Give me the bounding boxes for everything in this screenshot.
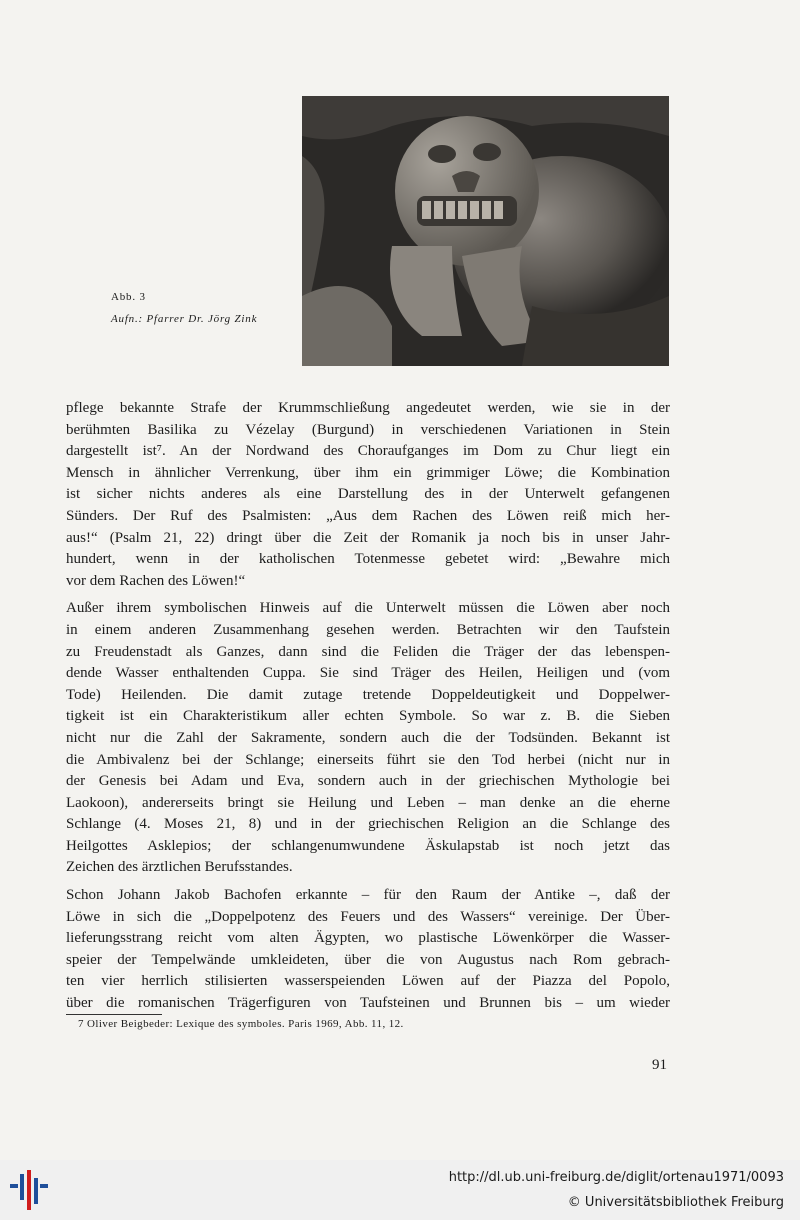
text-line: aus!“ (Psalm 21, 22) dringt über die Zeit der Romanik ja noch bis in unser Jahr- [66, 529, 670, 546]
text-line: Sünders. Der Ruf des Psalmisten: „Aus dem Rachen des Löwen reiß mich her- [66, 507, 670, 524]
source-url-link[interactable]: http://dl.ub.uni-freiburg.de/diglit/ortenau1971/0093 [448, 1170, 784, 1185]
text-line: tigkeit ist ein Charakteristikum aller echten Symbole. So war z. B. die Sieben [66, 708, 670, 725]
text-line: lieferungsstrang reicht vom alten Ägypten, wo plastische Löwenkörper die Wasser- [66, 930, 670, 947]
paragraph [66, 398, 670, 592]
text-line: Mensch in ähnlicher Verrenkung, über ihm ein grimmiger Löwe; die Kombination [66, 464, 670, 481]
text-line: Laokoon), andererseits bringt sie Heilung und Leben – man denke an die eherne [66, 794, 670, 811]
text-line: in einem anderen Zusammenhang gesehen werden. Betrachten wir den Taufstein [66, 621, 670, 638]
text-line: Löwe in sich die „Doppelpotenz des Feuers und des Wassers“ vereinige. Der Über- [66, 908, 670, 925]
text-line: Außer ihrem symbolischen Hinweis auf die Unterwelt müssen die Löwen aber noch [66, 600, 670, 617]
footnote-divider [66, 1014, 162, 1015]
text-line: dende Wasser enthaltenden Cuppa. Sie sind Träger des Heilen, Heiligen und (vom [66, 665, 670, 682]
copyright-text: © Universitätsbibliothek Freiburg [567, 1195, 784, 1210]
text-line: zu Freudenstadt als Ganzes, dann sind die Feliden die Träger der das lebenspen- [66, 643, 670, 660]
figure-label: Abb. 3 [111, 291, 146, 303]
page-number: 91 [652, 1057, 667, 1073]
text-line: speier der Tempelwände umkleideten, über die von Augustus nach Rom gebrach- [66, 951, 670, 968]
photo-credit: Aufn.: Pfarrer Dr. Jörg Zink [111, 313, 258, 325]
text-line: Zeichen des ärztlichen Berufsstandes. [66, 859, 293, 876]
ub-freiburg-logo-icon[interactable] [8, 1170, 50, 1210]
body-text [66, 398, 670, 1015]
text-line: über die romanischen Trägerfiguren von Taufsteinen und Brunnen bis – um wieder [66, 995, 670, 1012]
text-line: hundert, wenn in der katholischen Totenmesse gebetet wird: „Bewahre mich [66, 551, 670, 568]
text-line: ten vier herrlich stilisierten wasserspeienden Löwen auf der Piazza del Popolo, [66, 973, 670, 990]
text-line: berühmten Basilika zu Vézelay (Burgund) in verschiedenen Variationen in Stein [66, 421, 670, 438]
footnote: 7 Oliver Beigbeder: Lexique des symboles. Paris 1969, Abb. 11, 12. [78, 1018, 404, 1030]
text-line: die Ambivalenz bei der Schlange; einerseits führt sie den Tod herbei (nicht nur in [66, 751, 670, 768]
text-line: dargestellt ist⁷. An der Nordwand des Choraufganges im Dom zu Chur liegt ein [66, 443, 670, 460]
text-line: pflege bekannte Strafe der Krummschließung angedeutet werden, wie sie in der [66, 400, 670, 416]
paragraph [66, 885, 670, 1015]
figure-caption [111, 286, 301, 330]
text-line: Tode) Heilenden. Die damit zutage tretende Doppeldeutigkeit und Doppelwer- [66, 686, 670, 703]
text-line: Heilgottes Asklepios; der schlangenumwundene Äskulapstab ist noch jetzt das [66, 837, 670, 854]
text-line: Schlange (4. Moses 21, 8) und in der griechischen Religion an die Schlange des [66, 816, 670, 833]
text-line: Schon Johann Jakob Bachofen erkannte – für den Raum der Antike –, daß der [66, 887, 670, 904]
text-line: ist sicher nichts anderes als eine Darstellung des in der Unterwelt gefangenen [66, 486, 670, 503]
text-line: vor dem Rachen des Löwen!“ [66, 572, 246, 589]
text-line: nicht nur die Zahl der Sakramente, sondern auch die der Todsünden. Bekannt ist [66, 729, 670, 746]
paragraph [66, 598, 670, 879]
lion-sculpture-photo [302, 96, 669, 366]
footer-bar [0, 1160, 800, 1220]
text-line: der Genesis bei Adam und Eva, sondern auch in der griechischen Mythologie bei [66, 773, 670, 790]
